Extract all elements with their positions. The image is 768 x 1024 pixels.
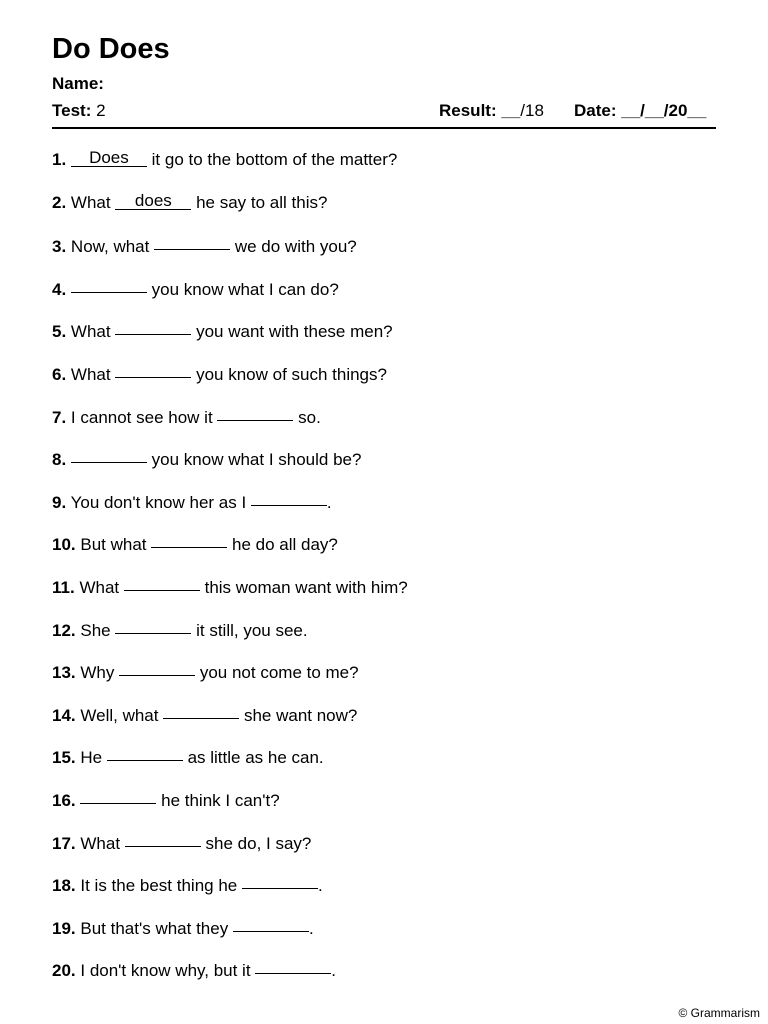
answer-blank[interactable]	[119, 658, 195, 676]
question-text-after: it still, you see.	[196, 620, 308, 640]
answer-blank[interactable]: does	[115, 192, 191, 210]
question-number: 3.	[52, 237, 67, 257]
question-text-before: She	[80, 620, 111, 640]
question-item	[52, 234, 357, 258]
question-item	[52, 277, 339, 301]
question-number: 13.	[52, 663, 76, 683]
result-info	[439, 100, 544, 122]
answer-blank[interactable]	[115, 616, 191, 634]
question-text-after: he think I can't?	[161, 791, 280, 810]
question-item	[52, 958, 336, 982]
question-text-after: .	[326, 492, 332, 512]
answer-blank[interactable]	[115, 360, 191, 378]
answer-blank[interactable]	[107, 743, 183, 761]
question-text-after: we do with you?	[234, 237, 357, 257]
question-number: 14.	[52, 705, 76, 725]
question-number: 8.	[52, 450, 67, 470]
test-info-row	[52, 100, 716, 122]
copyright-text: © Grammarism	[678, 1006, 760, 1020]
test-info	[52, 101, 106, 120]
question-item	[52, 405, 321, 429]
question-number: 4.	[52, 279, 67, 299]
question-text-after: you want with these men?	[196, 322, 393, 342]
question-number: 7.	[52, 407, 67, 427]
answer-blank[interactable]	[163, 701, 239, 719]
question-number: 18.	[52, 876, 76, 896]
question-text-before: Now, what	[70, 237, 150, 257]
question-text-before: I don't know why, but it	[80, 961, 251, 981]
test-label: Test:	[52, 101, 92, 120]
answer-blank[interactable]: Does	[71, 149, 147, 167]
question-text-after: it go to the bottom of the matter?	[151, 150, 398, 169]
question-number: 1.	[52, 150, 67, 169]
question-text-before: I cannot see how it	[70, 407, 213, 427]
question-number: 10.	[52, 535, 76, 555]
question-text-after: .	[331, 961, 337, 981]
question-number: 6.	[52, 365, 67, 384]
answer-blank[interactable]	[151, 530, 227, 548]
question-number: 19.	[52, 918, 76, 938]
date-info	[574, 100, 706, 122]
question-number: 12.	[52, 620, 76, 640]
question-number: 11.	[52, 578, 75, 597]
question-number: 5.	[52, 322, 67, 342]
question-text-after: you know what I should be?	[151, 450, 362, 470]
answer-blank[interactable]	[124, 573, 200, 591]
question-item	[52, 575, 408, 599]
question-item	[52, 149, 397, 171]
answer-blank[interactable]	[80, 786, 156, 804]
question-item	[52, 788, 280, 812]
question-text-after: you not come to me?	[199, 663, 359, 683]
question-number: 15.	[52, 748, 76, 768]
question-item	[52, 660, 359, 684]
answer-blank[interactable]	[251, 488, 327, 506]
question-text-after: .	[308, 918, 314, 938]
question-item	[52, 532, 338, 556]
question-item	[52, 873, 323, 897]
question-number: 2.	[52, 192, 67, 212]
question-number: 17.	[52, 833, 76, 853]
question-text-before: What	[70, 365, 111, 384]
question-text-before: But what	[80, 535, 147, 555]
question-item	[52, 618, 308, 642]
question-text-before: What	[70, 322, 111, 342]
question-text-before: He	[80, 748, 103, 768]
result-blank: __	[501, 101, 521, 120]
result-label: Result:	[439, 101, 497, 120]
answer-blank[interactable]	[115, 317, 191, 335]
answer-blank[interactable]	[125, 829, 201, 847]
question-item	[52, 745, 324, 769]
question-text-before: Why	[80, 663, 115, 683]
question-item	[52, 916, 314, 940]
result-total: /18	[520, 101, 544, 120]
question-number: 20.	[52, 961, 76, 981]
answer-blank[interactable]	[255, 956, 331, 974]
answer-blank[interactable]	[242, 871, 318, 889]
question-number: 9.	[52, 492, 67, 512]
question-text-before: What	[79, 578, 120, 597]
question-text-before: You don't know her as I	[70, 492, 247, 512]
question-text-after: you know what I can do?	[151, 279, 339, 299]
name-label: Name:	[52, 74, 104, 93]
date-label: Date:	[574, 101, 617, 120]
question-item	[52, 362, 387, 386]
date-value: __/__/20__	[621, 101, 707, 120]
question-text-after: this woman want with him?	[204, 578, 408, 597]
question-text-before: Well, what	[80, 705, 159, 725]
question-text-after: she want now?	[243, 705, 358, 725]
test-number: 2	[96, 101, 106, 120]
answer-blank[interactable]	[233, 914, 309, 932]
header-divider	[52, 127, 716, 129]
question-text-before: But that's what they	[80, 918, 229, 938]
question-item	[52, 703, 357, 727]
name-field	[52, 73, 104, 95]
question-text-after: so.	[298, 407, 321, 427]
question-number: 16.	[52, 791, 76, 810]
question-item	[52, 447, 361, 471]
answer-blank[interactable]	[71, 275, 147, 293]
question-item	[52, 192, 327, 214]
question-text-after: he say to all this?	[196, 192, 328, 212]
question-text-before: What	[80, 833, 121, 853]
question-text-after: you know of such things?	[196, 365, 387, 384]
question-item	[52, 319, 393, 343]
question-text-before: It is the best thing he	[80, 876, 238, 896]
question-text-after: he do all day?	[232, 535, 338, 555]
question-text-after: .	[318, 876, 323, 896]
question-text-after: she do, I say?	[205, 833, 312, 853]
question-item	[52, 490, 332, 514]
worksheet-title: Do Does	[52, 33, 170, 65]
question-text-before: What	[70, 192, 111, 212]
question-text-after: as little as he can.	[187, 748, 324, 768]
answer-blank[interactable]	[154, 232, 230, 250]
answer-blank[interactable]	[71, 445, 147, 463]
answer-blank[interactable]	[217, 403, 293, 421]
question-item	[52, 831, 311, 855]
